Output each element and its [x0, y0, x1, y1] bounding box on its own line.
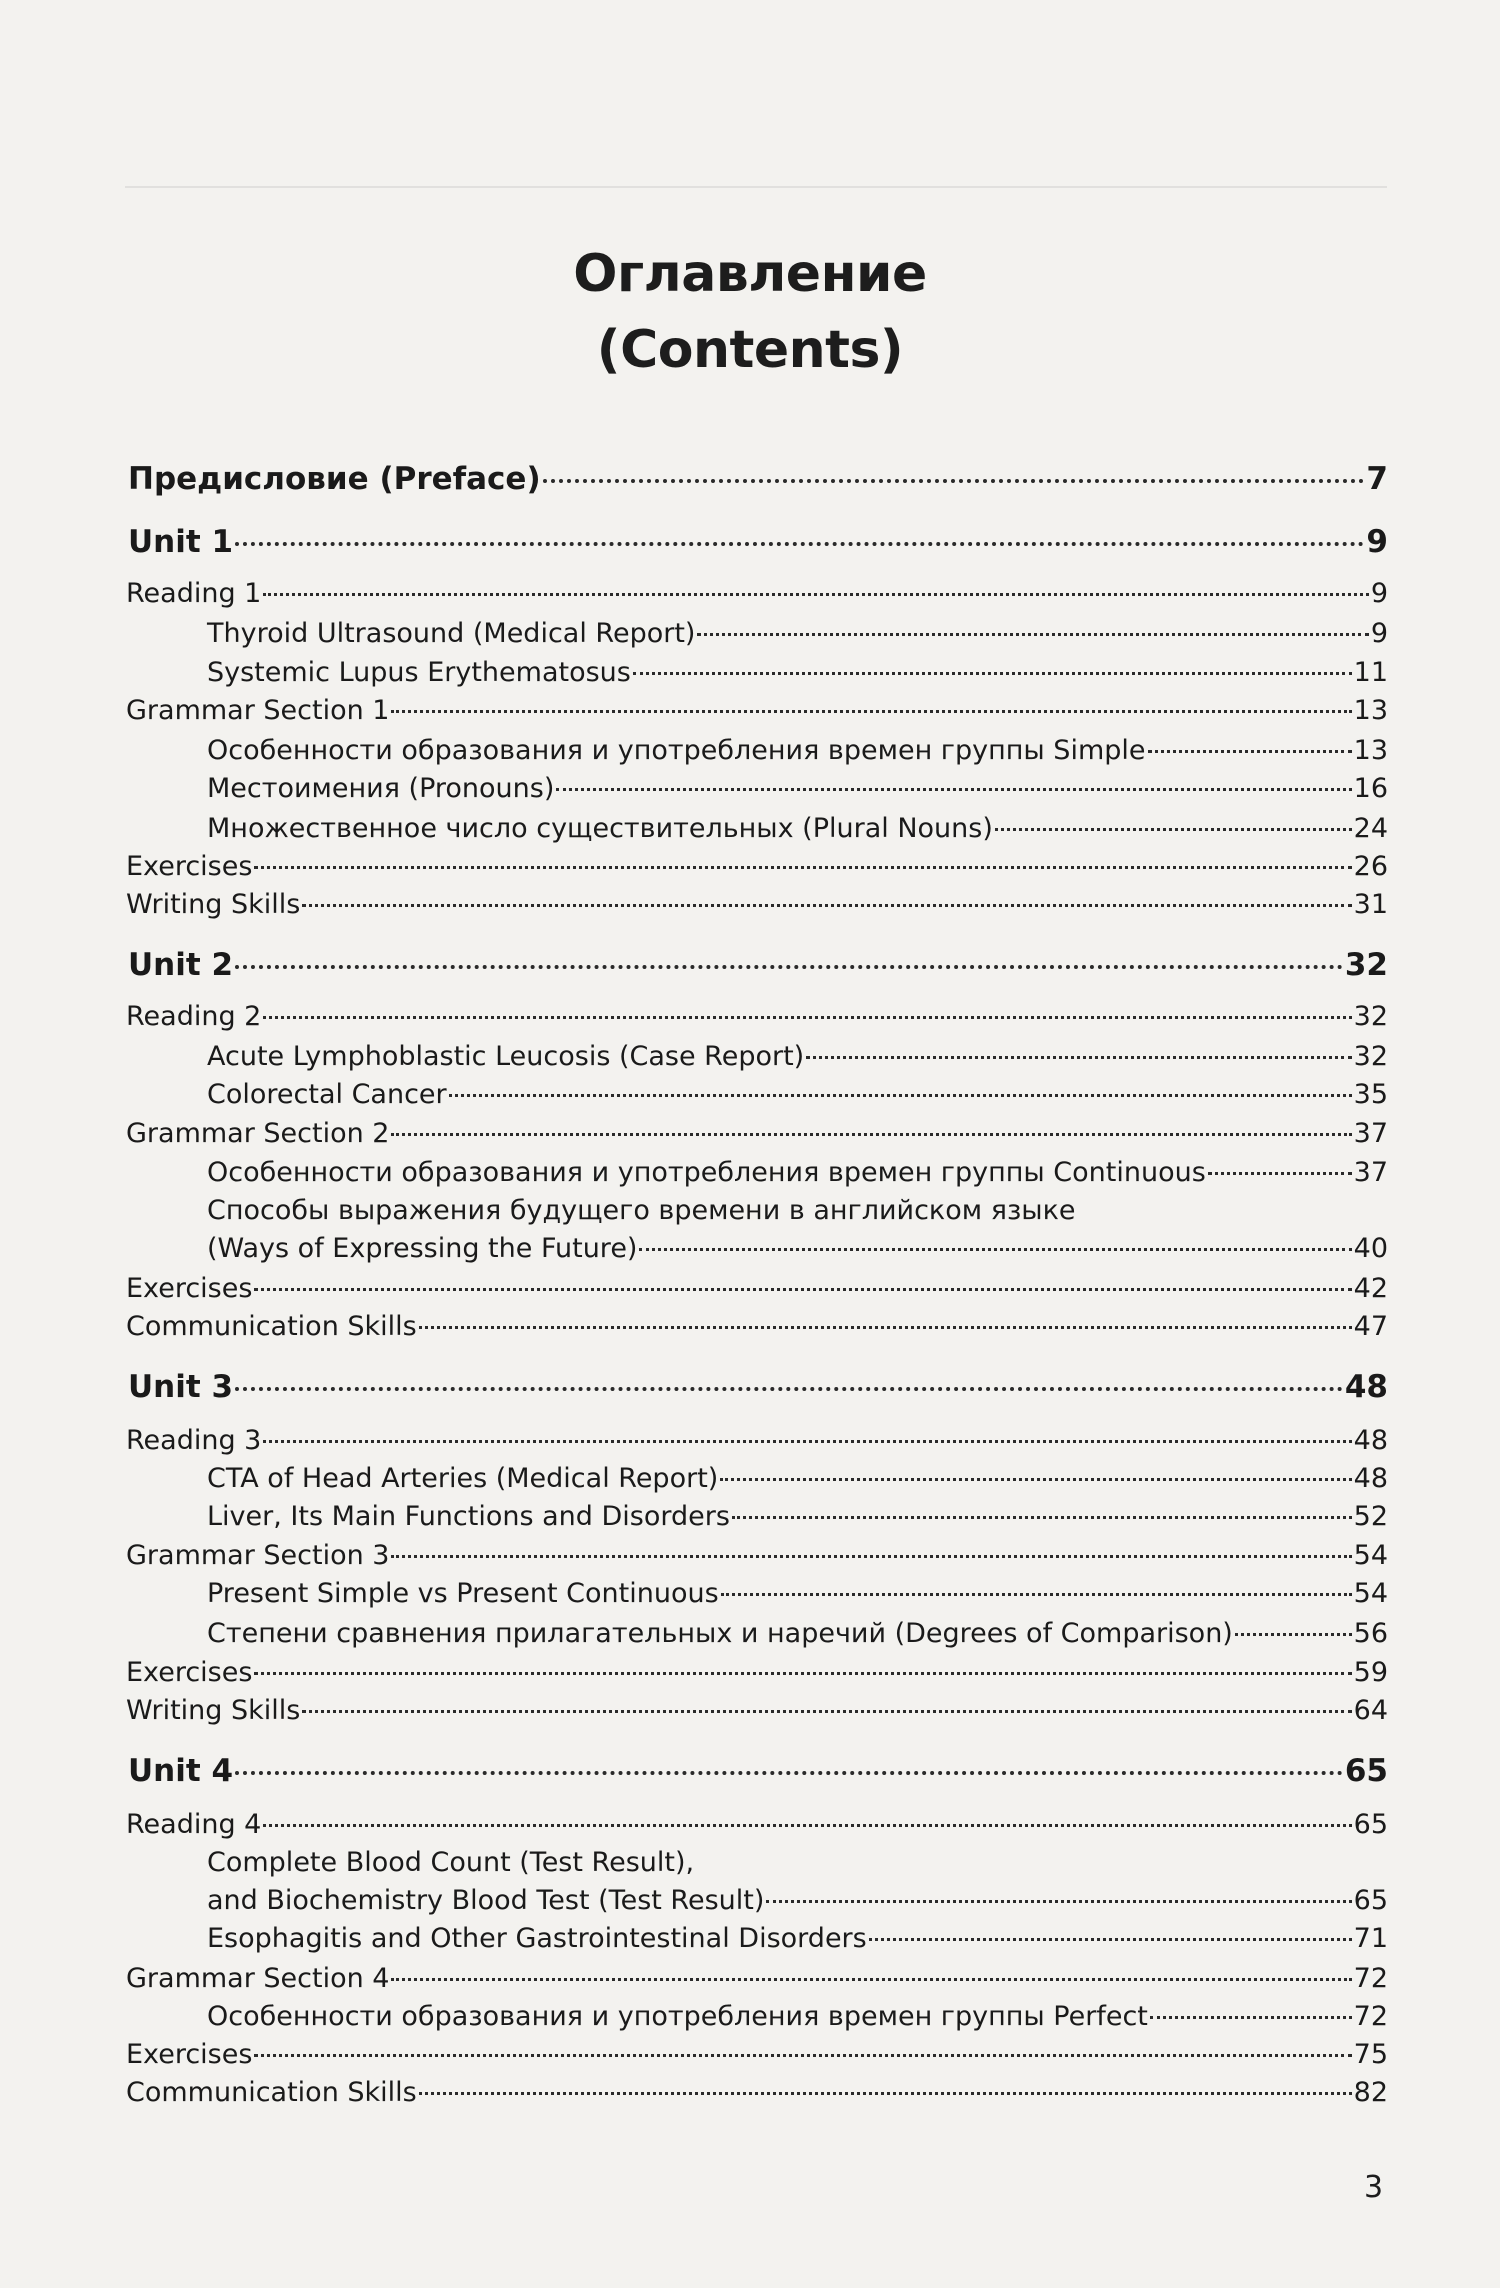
toc-entry-label: Reading 2: [126, 1001, 262, 1032]
toc-entry-label: Способы выражения будущего времени в английском языке: [207, 1195, 1076, 1226]
toc-unit-entry: [128, 947, 1388, 983]
toc-entry-label: Present Simple vs Present Continuous: [207, 1578, 719, 1609]
toc-entry-label: Reading 3: [126, 1425, 262, 1456]
toc-entry: [207, 618, 1388, 649]
toc-entry-label: Местоимения (Pronouns): [207, 773, 555, 804]
toc-entry-label: Unit 1: [128, 524, 234, 560]
toc-entry-page: 59: [1353, 1657, 1388, 1688]
toc-entry-label: Communication Skills: [126, 2077, 417, 2108]
toc-entry-label: Exercises: [126, 1657, 253, 1688]
toc-entry-label: Особенности образования и употребления времен группы Continuous: [207, 1157, 1206, 1188]
toc-entry-page: 65: [1344, 1753, 1388, 1789]
toc-entry-page: 32: [1353, 1041, 1388, 1072]
toc-entry-label: Acute Lymphoblastic Leucosis (Case Report): [207, 1041, 805, 1072]
dot-leader: [995, 828, 1352, 831]
toc-entry: [207, 1885, 1388, 1916]
toc-entry: [126, 695, 1388, 726]
toc-entry-label: Exercises: [126, 851, 253, 882]
toc-entry-page: 7: [1366, 461, 1388, 497]
toc-unit-entry: [128, 524, 1388, 560]
dot-leader: [869, 1938, 1352, 1941]
dot-leader: [720, 1478, 1351, 1481]
toc-entry-label: Communication Skills: [126, 1311, 417, 1342]
toc-entry-page: 37: [1353, 1157, 1388, 1188]
toc-entry: [207, 1233, 1388, 1264]
toc-entry-label: Степени сравнения прилагательных и наречий (Degrees of Comparison): [207, 1618, 1233, 1649]
toc-entry-label: Writing Skills: [126, 1695, 301, 1726]
toc-entry: [126, 2039, 1388, 2070]
page-number: 3: [1364, 2170, 1384, 2205]
dot-leader: [806, 1056, 1351, 1059]
toc-entry-label: Unit 3: [128, 1369, 234, 1405]
dot-leader: [235, 1771, 1343, 1775]
toc-entry-page: 42: [1353, 1273, 1388, 1304]
toc-entry: [126, 1273, 1388, 1304]
toc-entry-label: Liver, Its Main Functions and Disorders: [207, 1501, 730, 1532]
dot-leader: [263, 1824, 1351, 1827]
toc-entry-page: 54: [1353, 1578, 1388, 1609]
toc-entry: [207, 1157, 1388, 1188]
dot-leader: [1148, 750, 1352, 753]
toc-entry-label: Reading 4: [126, 1809, 262, 1840]
toc-entry: [207, 1501, 1388, 1532]
toc-entry-page: 40: [1353, 1233, 1388, 1264]
toc-entry-page: 47: [1353, 1311, 1388, 1342]
toc-entry: [207, 1578, 1388, 1609]
toc-entry: [207, 1923, 1388, 1954]
toc-entry-page: 13: [1353, 695, 1388, 726]
toc-entry-page: 72: [1353, 1963, 1388, 1994]
toc-entry: [126, 1657, 1388, 1688]
toc-entry-page: 24: [1353, 813, 1388, 844]
toc-entry-page: 13: [1353, 735, 1388, 766]
dot-leader: [633, 672, 1352, 675]
dot-leader: [732, 1516, 1352, 1519]
toc-entry-label: Grammar Section 4: [126, 1963, 390, 1994]
toc-entry-label: Thyroid Ultrasound (Medical Report): [207, 618, 696, 649]
toc-entry-page: 31: [1353, 889, 1388, 920]
toc-entry: [126, 1809, 1388, 1840]
toc-entry-label: Предисловие (Preface): [128, 461, 541, 497]
dot-leader: [254, 2054, 1351, 2057]
dot-leader: [391, 1978, 1351, 1981]
toc-entry-page: 64: [1353, 1695, 1388, 1726]
toc-entry-label: Exercises: [126, 1273, 253, 1304]
toc-entry: [207, 2001, 1388, 2032]
toc-entry-page: 16: [1353, 773, 1388, 804]
toc-entry: [126, 851, 1388, 882]
toc-entry-page: 35: [1353, 1079, 1388, 1110]
dot-leader: [302, 904, 1351, 907]
toc-entry: [126, 1540, 1388, 1571]
toc-entry-page: 71: [1353, 1923, 1388, 1954]
toc-entry-page: 37: [1353, 1118, 1388, 1149]
dot-leader: [697, 633, 1368, 636]
dot-leader: [235, 965, 1343, 969]
toc-entry-label: Unit 4: [128, 1753, 234, 1789]
dot-leader: [556, 788, 1351, 791]
toc-entry-label: Unit 2: [128, 947, 234, 983]
dot-leader: [254, 1288, 1351, 1291]
toc-entry: [126, 1118, 1388, 1149]
toc-entry-label: Colorectal Cancer: [207, 1079, 447, 1110]
toc-entry: [207, 773, 1388, 804]
toc-entry: [126, 1963, 1388, 1994]
dot-leader: [263, 593, 1368, 596]
toc-entry-label: (Ways of Expressing the Future): [207, 1233, 638, 1264]
dot-leader: [235, 542, 1364, 546]
toc-entry: [126, 578, 1388, 609]
toc-entry-page: 54: [1353, 1540, 1388, 1571]
dot-leader: [254, 1672, 1351, 1675]
toc-entry: [207, 735, 1388, 766]
toc-entry-page: 52: [1353, 1501, 1388, 1532]
toc-entry: [126, 1311, 1388, 1342]
toc-entry-page: 65: [1353, 1809, 1388, 1840]
toc-entry-label: Grammar Section 3: [126, 1540, 390, 1571]
toc-entry-page: 9: [1370, 618, 1388, 649]
toc-entry-page: 32: [1353, 1001, 1388, 1032]
page-subtitle: (Contents): [596, 320, 904, 380]
toc-entry: [207, 1847, 1388, 1878]
toc-entry-label: Особенности образования и употребления времен группы Perfect: [207, 2001, 1148, 2032]
toc-unit-entry: [128, 1753, 1388, 1789]
dot-leader: [1150, 2016, 1352, 2019]
toc-entry-page: 48: [1353, 1463, 1388, 1494]
toc-entry-page: 48: [1344, 1369, 1388, 1405]
toc-entry-page: 75: [1353, 2039, 1388, 2070]
toc-entry: [207, 813, 1388, 844]
toc-entry-page: 72: [1353, 2001, 1388, 2032]
toc-entry-page: 65: [1353, 1885, 1388, 1916]
toc-entry-label: Complete Blood Count (Test Result),: [207, 1847, 695, 1878]
toc-entry-label: CTA of Head Arteries (Medical Report): [207, 1463, 719, 1494]
dot-leader: [391, 1133, 1351, 1136]
dot-leader: [263, 1016, 1351, 1019]
toc-entry-page: 48: [1353, 1425, 1388, 1456]
dot-leader: [391, 1555, 1351, 1558]
toc-entry: [207, 1618, 1388, 1649]
dot-leader: [1235, 1633, 1352, 1636]
dot-leader: [543, 479, 1365, 483]
dot-leader: [263, 1440, 1351, 1443]
dot-leader: [766, 1900, 1351, 1903]
dot-leader: [235, 1387, 1343, 1391]
toc-entry: [126, 1695, 1388, 1726]
toc-entry-page: 32: [1344, 947, 1388, 983]
toc-entry: [207, 1079, 1388, 1110]
toc-entry-label: Grammar Section 1: [126, 695, 390, 726]
dot-leader: [721, 1593, 1352, 1596]
toc-unit-entry: [128, 461, 1388, 497]
toc-unit-entry: [128, 1369, 1388, 1405]
toc-entry-page: 11: [1353, 657, 1388, 688]
dot-leader: [419, 1326, 1352, 1329]
dot-leader: [302, 1710, 1351, 1713]
toc-entry-page: 56: [1353, 1618, 1388, 1649]
toc-entry: [126, 2077, 1388, 2108]
toc-entry-label: Esophagitis and Other Gastrointestinal Disorders: [207, 1923, 867, 1954]
dot-leader: [449, 1094, 1352, 1097]
toc-entry-page: 9: [1366, 524, 1388, 560]
dot-leader: [391, 710, 1351, 713]
dot-leader: [419, 2092, 1352, 2095]
toc-entry-label: Особенности образования и употребления времен группы Simple: [207, 735, 1146, 766]
dot-leader: [639, 1248, 1351, 1251]
toc-entry-page: 9: [1370, 578, 1388, 609]
toc-entry-label: Reading 1: [126, 578, 262, 609]
toc-entry-page: 82: [1353, 2077, 1388, 2108]
toc-entry-label: Grammar Section 2: [126, 1118, 390, 1149]
toc-entry: [207, 1463, 1388, 1494]
toc-entry: [126, 1001, 1388, 1032]
toc-entry-label: Множественное число существительных (Plural Nouns): [207, 813, 993, 844]
dot-leader: [1208, 1172, 1352, 1175]
toc-entry: [126, 1425, 1388, 1456]
toc-entry-label: Writing Skills: [126, 889, 301, 920]
toc-entry-page: 26: [1353, 851, 1388, 882]
toc-entry: [207, 657, 1388, 688]
toc-entry: [207, 1041, 1388, 1072]
dot-leader: [254, 866, 1351, 869]
toc-entry-label: Systemic Lupus Erythematosus: [207, 657, 631, 688]
toc-entry: [126, 889, 1388, 920]
toc-entry: [207, 1195, 1388, 1226]
page-title: Оглавление: [573, 244, 927, 304]
toc-entry-label: Exercises: [126, 2039, 253, 2070]
toc-entry-label: and Biochemistry Blood Test (Test Result): [207, 1885, 765, 1916]
